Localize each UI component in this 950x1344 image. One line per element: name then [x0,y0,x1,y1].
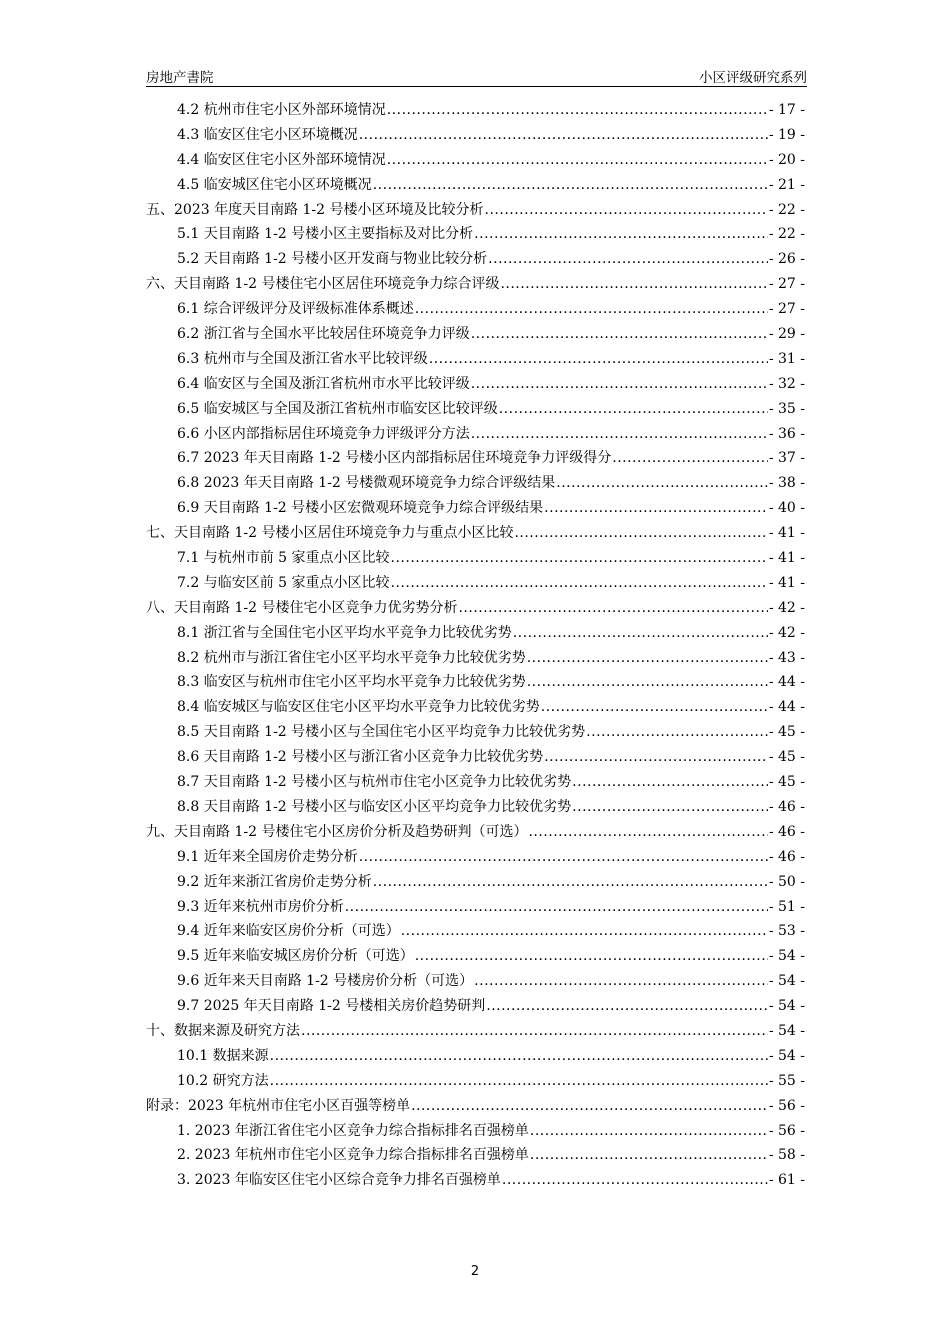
toc-dot-leader [429,347,768,372]
toc-dot-leader [502,1168,768,1193]
toc-entry-title: 6.8 2023 年天目南路 1-2 号楼微观环境竞争力综合评级结果 [177,475,556,492]
toc-dot-leader [500,272,767,297]
toc-section-entry[interactable] [146,222,805,247]
toc-entry-title: 2. 2023 年杭州市住宅小区竞争力综合指标排名百强榜单 [177,1147,529,1164]
toc-chapter-entry[interactable] [146,521,805,546]
toc-dot-leader [528,820,767,845]
toc-section-entry[interactable] [146,422,805,447]
toc-dot-leader [513,621,768,646]
toc-entry-page: - 56 - [768,1097,805,1114]
toc-dot-leader [471,322,768,347]
toc-entry-title: 6.7 2023 年天目南路 1-2 号楼小区内部指标居住环境竞争力评级得分 [177,450,612,467]
toc-section-entry[interactable] [146,446,805,471]
toc-entry-page: - 50 - [768,873,805,890]
toc-dot-leader [499,397,768,422]
toc-entry-title: 6.4 临安区与全国及浙江省杭州市水平比较评级 [177,375,470,392]
toc-entry-page: - 17 - [768,102,805,118]
toc-entry-page: - 42 - [768,599,805,616]
toc-section-entry[interactable] [146,944,805,969]
toc-dot-leader [270,1044,768,1069]
toc-section-entry[interactable] [146,994,805,1019]
header-series-title: 小区评级研究系列 [699,70,807,86]
toc-section-entry[interactable] [146,845,805,870]
toc-entry-page: - 22 - [768,201,805,218]
toc-section-entry[interactable] [146,1143,805,1168]
toc-entry-page: - 54 - [768,998,805,1015]
toc-entry-page: - 37 - [768,450,805,467]
toc-chapter-entry[interactable] [146,820,805,845]
toc-chapter-entry[interactable] [146,198,805,223]
toc-entry-title: 9.3 近年来杭州市房价分析 [177,898,344,915]
toc-entry-title: 6.5 临安城区与全国及浙江省杭州市临安区比较评级 [177,400,498,417]
toc-entry-title: 七、天目南路 1-2 号楼小区居住环境竞争力与重点小区比较 [146,525,514,542]
toc-section-entry[interactable] [146,297,805,322]
toc-dot-leader [474,222,768,247]
toc-entry-page: - 56 - [768,1122,805,1139]
toc-entry-title: 10.2 研究方法 [177,1072,269,1089]
header-publisher: 房地产書院 [146,70,214,86]
toc-section-entry[interactable] [146,621,805,646]
toc-entry-title: 8.4 临安城区与临安区住宅小区平均水平竞争力比较优劣势 [177,699,540,716]
toc-dot-leader [612,446,768,471]
toc-entry-page: - 41 - [768,574,805,591]
toc-section-entry[interactable] [146,720,805,745]
toc-entry-page: - 22 - [768,226,805,243]
toc-section-entry[interactable] [146,770,805,795]
toc-section-entry[interactable] [146,123,805,148]
toc-entry-title: 5.1 天目南路 1-2 号楼小区主要指标及对比分析 [177,226,474,243]
toc-section-entry[interactable] [146,546,805,571]
toc-entry-title: 8.5 天目南路 1-2 号楼小区与全国住宅小区平均竞争力比较优劣势 [177,724,586,741]
toc-entry-page: - 54 - [768,948,805,965]
toc-section-entry[interactable] [146,1044,805,1069]
toc-section-entry[interactable] [146,670,805,695]
toc-chapter-entry[interactable] [146,1094,805,1119]
toc-entry-title: 7.1 与杭州市前 5 家重点小区比较 [177,550,390,567]
toc-entry-page: - 20 - [768,151,805,168]
toc-dot-leader [514,521,767,546]
toc-section-entry[interactable] [146,397,805,422]
toc-dot-leader [486,994,768,1019]
toc-entry-title: 7.2 与临安区前 5 家重点小区比较 [177,574,390,591]
toc-entry-title: 8.3 临安区与杭州市住宅小区平均水平竞争力比较优劣势 [177,674,526,691]
toc-entry-page: - 41 - [768,550,805,567]
toc-dot-leader [556,471,768,496]
toc-entry-page: - 54 - [768,1022,805,1039]
toc-section-entry[interactable] [146,969,805,994]
toc-section-entry[interactable] [146,795,805,820]
toc-entry-page: - 43 - [768,649,805,666]
toc-entry-page: - 21 - [768,176,805,193]
toc-section-entry[interactable] [146,173,805,198]
toc-dot-leader [301,1019,768,1044]
toc-dot-leader [373,173,768,198]
toc-entry-page: - 35 - [768,400,805,417]
toc-entry-page: - 58 - [768,1147,805,1164]
toc-entry-title: 6.3 杭州市与全国及浙江省水平比较评级 [177,350,428,367]
toc-entry-page: - 44 - [768,674,805,691]
toc-entry-title: 10.1 数据来源 [177,1047,269,1064]
toc-section-entry[interactable] [146,247,805,272]
toc-entry-title: 9.1 近年来全国房价走势分析 [177,848,358,865]
toc-entry-page: - 27 - [768,276,805,293]
toc-entry-title: 6.6 小区内部指标居住环境竞争力评级评分方法 [177,425,470,442]
toc-entry-title: 附录：2023 年杭州市住宅小区百强等榜单 [146,1097,411,1114]
toc-entry-page: - 32 - [768,375,805,392]
toc-dot-leader [411,1094,768,1119]
toc-dot-leader [527,646,768,671]
toc-entry-page: - 36 - [768,425,805,442]
toc-entry-title: 4.4 临安区住宅小区外部环境情况 [177,151,386,168]
toc-entry-title: 八、天目南路 1-2 号楼住宅小区竞争力优劣势分析 [146,599,458,616]
toc-dot-leader [530,1119,768,1144]
toc-dot-leader [471,422,768,447]
toc-entry-page: - 54 - [768,973,805,990]
page-header [146,64,807,87]
toc-section-entry[interactable] [146,646,805,671]
toc-section-entry[interactable] [146,347,805,372]
toc-section-entry[interactable] [146,870,805,895]
toc-section-entry[interactable] [146,895,805,920]
toc-entry-page: - 45 - [768,774,805,791]
toc-dot-leader [544,745,768,770]
toc-entry-page: - 45 - [768,724,805,741]
toc-section-entry[interactable] [146,1119,805,1144]
toc-dot-leader [586,720,768,745]
toc-entry-title: 五、2023 年度天目南路 1-2 号楼小区环境及比较分析 [146,201,484,218]
toc-entry-page: - 46 - [768,798,805,815]
toc-dot-leader [572,770,768,795]
toc-section-entry[interactable] [146,496,805,521]
toc-entry-page: - 54 - [768,1047,805,1064]
toc-entry-title: 9.5 近年来临安城区房价分析（可选） [177,948,414,965]
toc-entry-title: 8.2 杭州市与浙江省住宅小区平均水平竞争力比较优劣势 [177,649,526,666]
toc-dot-leader [544,496,768,521]
toc-dot-leader [391,571,768,596]
toc-section-entry[interactable] [146,98,805,123]
toc-entry-page: - 31 - [768,350,805,367]
toc-entry-page: - 44 - [768,699,805,716]
toc-entry-page: - 61 - [768,1172,805,1189]
toc-entry-page: - 55 - [768,1072,805,1089]
toc-entry-title: 9.7 2025 年天目南路 1-2 号楼相关房价趋势研判 [177,998,486,1015]
toc-entry-title: 6.1 综合评级评分及评级标准体系概述 [177,301,414,318]
toc-entry-title: 6.9 天目南路 1-2 号楼小区宏微观环境竞争力综合评级结果 [177,500,544,517]
toc-section-entry[interactable] [146,372,805,397]
toc-chapter-entry[interactable] [146,1019,805,1044]
toc-section-entry[interactable] [146,1168,805,1193]
toc-entry-title: 9.2 近年来浙江省房价走势分析 [177,873,372,890]
toc-chapter-entry[interactable] [146,596,805,621]
toc-dot-leader [373,870,768,895]
toc-section-entry[interactable] [146,695,805,720]
toc-dot-leader [458,596,767,621]
toc-dot-leader [485,198,768,223]
toc-entry-title: 十、数据来源及研究方法 [146,1022,300,1039]
toc-dot-leader [401,919,768,944]
toc-entry-title: 九、天目南路 1-2 号楼住宅小区房价分析及趋势研判（可选） [146,823,528,840]
toc-entry-title: 8.1 浙江省与全国住宅小区平均水平竞争力比较优劣势 [177,624,512,641]
toc-entry-page: - 40 - [768,500,805,517]
toc-entry-page: - 45 - [768,749,805,766]
toc-entry-title: 8.8 天目南路 1-2 号楼小区与临安区小区平均竞争力比较优劣势 [177,798,572,815]
toc-section-entry[interactable] [146,1069,805,1094]
toc-section-entry[interactable] [146,322,805,347]
toc-section-entry[interactable] [146,471,805,496]
toc-dot-leader [541,695,768,720]
toc-section-entry[interactable] [146,745,805,770]
toc-entry-page: - 27 - [768,301,805,318]
toc-entry-title: 5.2 天目南路 1-2 号楼小区开发商与物业比较分析 [177,251,488,268]
toc-entry-page: - 53 - [768,923,805,940]
toc-entry-page: - 42 - [768,624,805,641]
toc-entry-page: - 41 - [768,525,805,542]
toc-dot-leader [572,795,768,820]
toc-entry-title: 9.6 近年来天目南路 1-2 号楼房价分析（可选） [177,973,474,990]
toc-section-entry[interactable] [146,919,805,944]
toc-entry-page: - 46 - [768,823,805,840]
toc-entry-title: 1. 2023 年浙江省住宅小区竞争力综合指标排名百强榜单 [177,1122,529,1139]
toc-entry-page: - 19 - [768,126,805,143]
toc-section-entry[interactable] [146,571,805,596]
toc-dot-leader [415,297,768,322]
toc-entry-title: 6.2 浙江省与全国水平比较居住环境竞争力评级 [177,326,470,343]
toc-dot-leader [474,969,768,994]
toc-section-entry[interactable] [146,148,805,173]
toc-entry-page: - 51 - [768,898,805,915]
toc-dot-leader [415,944,768,969]
table-of-contents [146,98,805,1193]
toc-chapter-entry[interactable] [146,272,805,297]
toc-dot-leader [270,1069,768,1094]
toc-dot-leader [471,372,768,397]
page-number: 2 [470,1264,480,1279]
toc-dot-leader [387,98,768,123]
toc-entry-page: - 46 - [768,848,805,865]
toc-entry-title: 六、天目南路 1-2 号楼住宅小区居住环境竞争力综合评级 [146,276,500,293]
toc-entry-title: 4.5 临安城区住宅小区环境概况 [177,176,372,193]
toc-dot-leader [527,670,768,695]
toc-entry-title: 4.2 杭州市住宅小区外部环境情况 [177,102,386,118]
toc-entry-title: 8.6 天目南路 1-2 号楼小区与浙江省小区竞争力比较优劣势 [177,749,544,766]
toc-entry-page: - 38 - [768,475,805,492]
toc-dot-leader [359,123,768,148]
toc-entry-page: - 29 - [768,326,805,343]
toc-entry-page: - 26 - [768,251,805,268]
toc-dot-leader [391,546,768,571]
toc-entry-title: 8.7 天目南路 1-2 号楼小区与杭州市住宅小区竞争力比较优劣势 [177,774,572,791]
toc-dot-leader [359,845,768,870]
toc-dot-leader [387,148,768,173]
toc-entry-title: 4.3 临安区住宅小区环境概况 [177,126,358,143]
toc-dot-leader [488,247,768,272]
toc-entry-title: 3. 2023 年临安区住宅小区综合竞争力排名百强榜单 [177,1172,501,1189]
toc-dot-leader [530,1143,768,1168]
toc-dot-leader [345,895,768,920]
toc-entry-title: 9.4 近年来临安区房价分析（可选） [177,923,400,940]
